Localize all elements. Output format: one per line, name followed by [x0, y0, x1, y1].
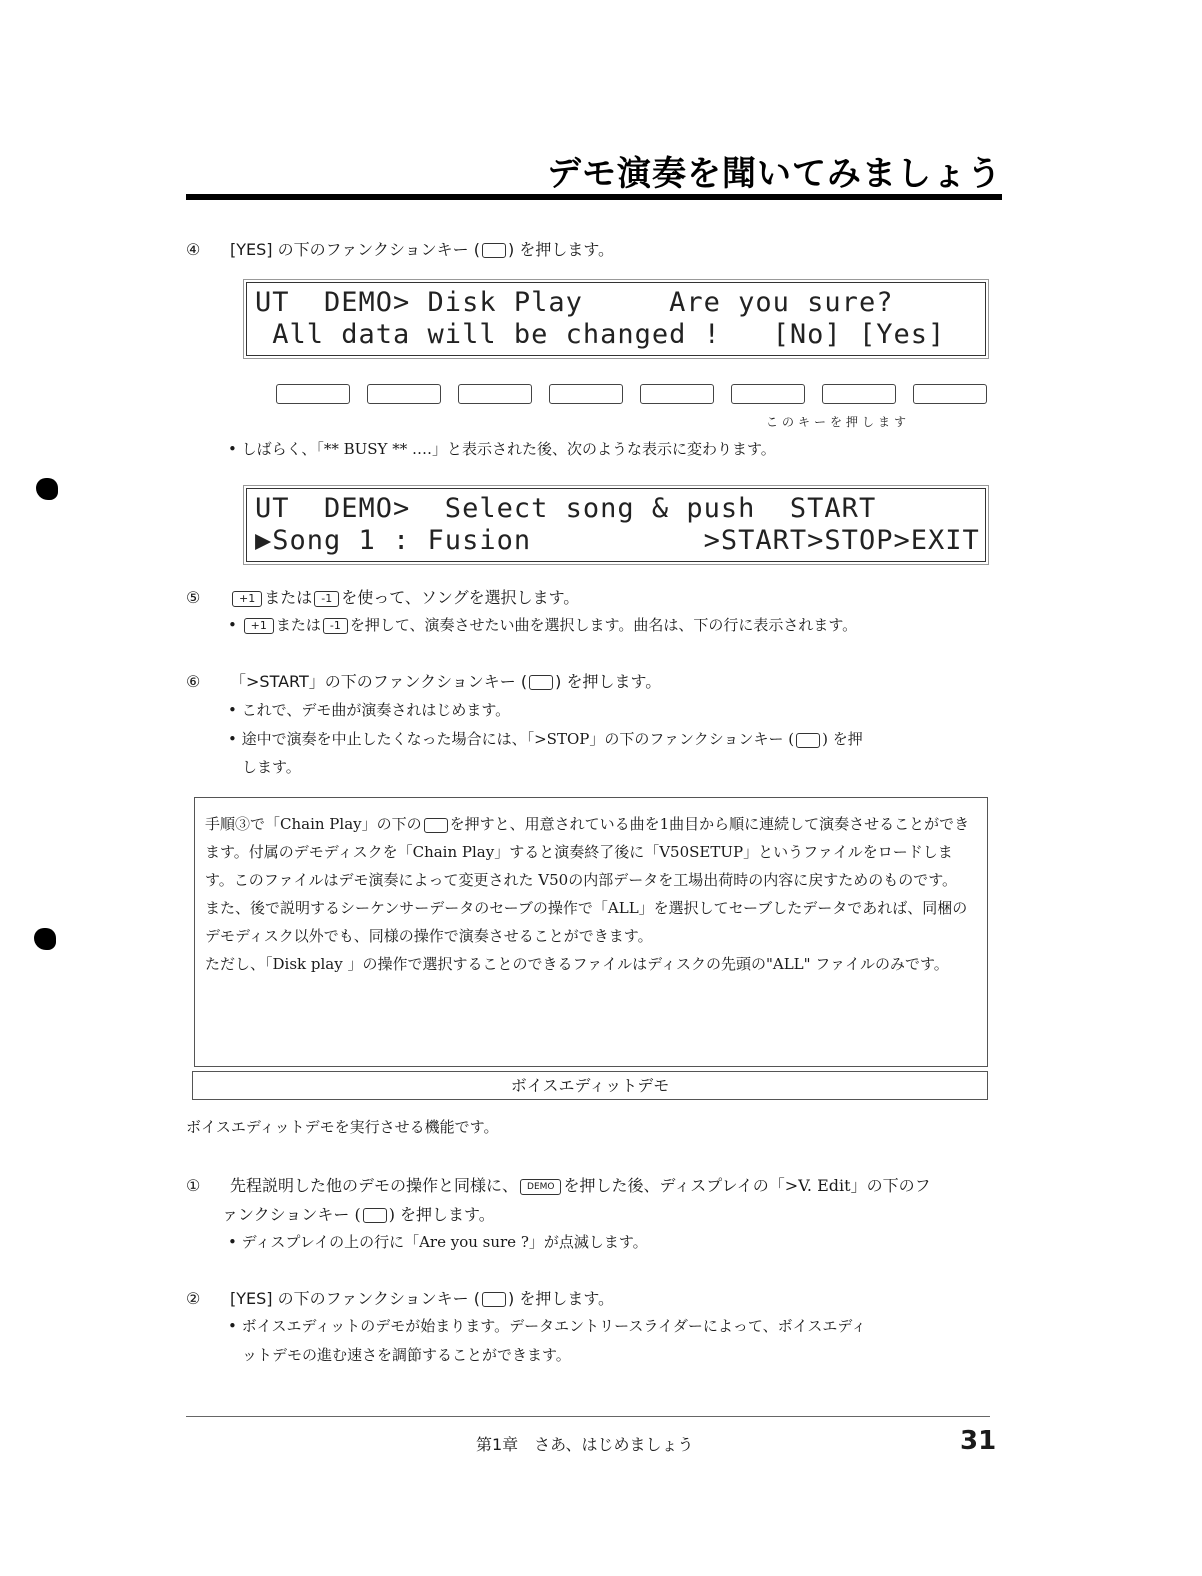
step-text: ) を押します。	[507, 240, 615, 259]
step-4	[186, 236, 614, 264]
function-key-icon	[482, 1292, 506, 1307]
function-key-3[interactable]	[458, 384, 532, 404]
function-key-8-yes[interactable]	[913, 384, 987, 404]
lcd-display-select-song	[246, 488, 986, 562]
step-5	[186, 584, 579, 612]
step-6-sub-2	[228, 726, 863, 753]
voice-step-1-cont	[222, 1201, 495, 1229]
minus-one-key: -1	[314, 591, 339, 607]
step-5-sub	[228, 612, 857, 639]
section-header: ボイスエディットデモ	[192, 1071, 988, 1100]
minus-one-key: -1	[323, 618, 348, 634]
step-text: 「>START」の下のファンクションキー (	[230, 672, 528, 691]
function-key-4[interactable]	[549, 384, 623, 404]
press-key-label: このキーを押します	[766, 415, 911, 429]
voice-step-2-sub-1: • ボイスエディットのデモが始まります。データエントリースライダーによって、ボイスエディ	[228, 1317, 867, 1335]
voice-step-1	[186, 1172, 931, 1200]
step-text: ) を押します。	[388, 1205, 495, 1224]
plus-one-key: +1	[244, 618, 274, 634]
function-key-2[interactable]	[367, 384, 441, 404]
voice-step-1-sub: • ディスプレイの上の行に「Are you sure ?」が点滅します。	[228, 1233, 648, 1251]
step-text: 先程説明した他のデモの操作と同様に、	[230, 1176, 519, 1195]
step-text: ァンクションキー (	[222, 1205, 361, 1224]
bullet: •	[228, 616, 242, 634]
lcd-line: UT DEMO> Disk Play Are you sure?	[255, 287, 894, 318]
step-6-sub-2-cont: します。	[242, 758, 301, 776]
chapter-footer: 第1章 さあ、はじめましょう	[476, 1435, 694, 1454]
footer-rule	[186, 1416, 990, 1417]
plus-one-key: +1	[232, 591, 262, 607]
sub-text: ) を押	[822, 730, 863, 748]
step-number: ①	[186, 1176, 201, 1195]
binder-hole-mark	[34, 928, 56, 950]
binder-hole-mark	[36, 478, 58, 500]
function-key-icon	[529, 675, 553, 690]
function-key-1[interactable]	[276, 384, 350, 404]
sub-text: を押して、演奏させたい曲を選択します。曲名は、下の行に表示されます。	[349, 616, 858, 634]
step-text: ) を押します。	[507, 1289, 615, 1308]
step-text: を使って、ソングを選択します。	[341, 588, 580, 607]
voice-step-2-sub-2: ットデモの進む速さを調節することができます。	[242, 1346, 571, 1364]
step-text: を押した後、ディスプレイの「>V. Edit」の下のフ	[563, 1176, 931, 1195]
note-paragraph-3: ただし、「Disk play 」の操作で選択することのできるファイルはディスクの先頭の"ALL" ファイルのみです。	[205, 955, 949, 973]
title-rule	[186, 194, 1002, 200]
demo-key: DEMO	[520, 1179, 561, 1195]
lcd-display-confirm	[246, 282, 986, 356]
sub-text: • 途中で演奏を中止したくなった場合には、「>STOP」の下のファンクションキー (	[228, 730, 795, 748]
function-key-7[interactable]	[822, 384, 896, 404]
function-key-6[interactable]	[731, 384, 805, 404]
step-6	[186, 668, 661, 696]
voice-step-2	[186, 1285, 614, 1313]
step-number: ②	[186, 1289, 201, 1308]
function-key-icon	[424, 818, 448, 833]
busy-note: • しばらく、「** BUSY ** ‥‥」と表示された後、次のような表示に変わります。	[228, 440, 776, 458]
step-6-sub-1: • これで、デモ曲が演奏されはじめます。	[228, 701, 511, 719]
function-key-icon	[796, 733, 820, 748]
page-number: 31	[960, 1426, 997, 1456]
step-number: ④	[186, 240, 201, 259]
page-title: デモ演奏を聞いてみましょう	[547, 154, 1002, 194]
note-paragraph-2: また、後で説明するシーケンサーデータのセーブの操作で「ALL」を選択してセーブしたデータであれば、同梱のデモディスク以外でも、同様の操作で演奏させることができます。	[205, 899, 968, 945]
lcd-line: ▶Song 1 : Fusion >START>STOP>EXIT	[255, 525, 980, 556]
section-intro: ボイスエディットデモを実行させる機能です。	[186, 1118, 499, 1136]
lcd-line: All data will be changed ! [No] [Yes]	[255, 319, 946, 350]
sub-text: または	[275, 616, 321, 634]
function-key-icon	[482, 243, 506, 258]
step-text: または	[264, 588, 313, 607]
step-text: [YES] の下のファンクションキー (	[230, 240, 480, 259]
function-key-5[interactable]	[640, 384, 714, 404]
function-key-row	[276, 384, 987, 404]
note-box	[194, 797, 988, 1067]
step-number: ⑥	[186, 672, 201, 691]
step-text: [YES] の下のファンクションキー (	[230, 1289, 480, 1308]
function-key-icon	[363, 1208, 387, 1223]
step-number: ⑤	[186, 588, 201, 607]
step-text: ) を押します。	[555, 672, 662, 691]
lcd-line: UT DEMO> Select song & push START	[255, 493, 877, 524]
note-paragraph-1: 手順③で「Chain Play」の下の を押すと、用意されている曲を1曲目から順に連続して演奏させることができます。付属のデモディスクを「Chain Play」すると演奏終了後に「V50SETUP」というファイルをロードします。このファイルはデモ演奏によって変更された V50の内部データを工場出荷時の内容に戻すためのものです。	[205, 815, 970, 889]
